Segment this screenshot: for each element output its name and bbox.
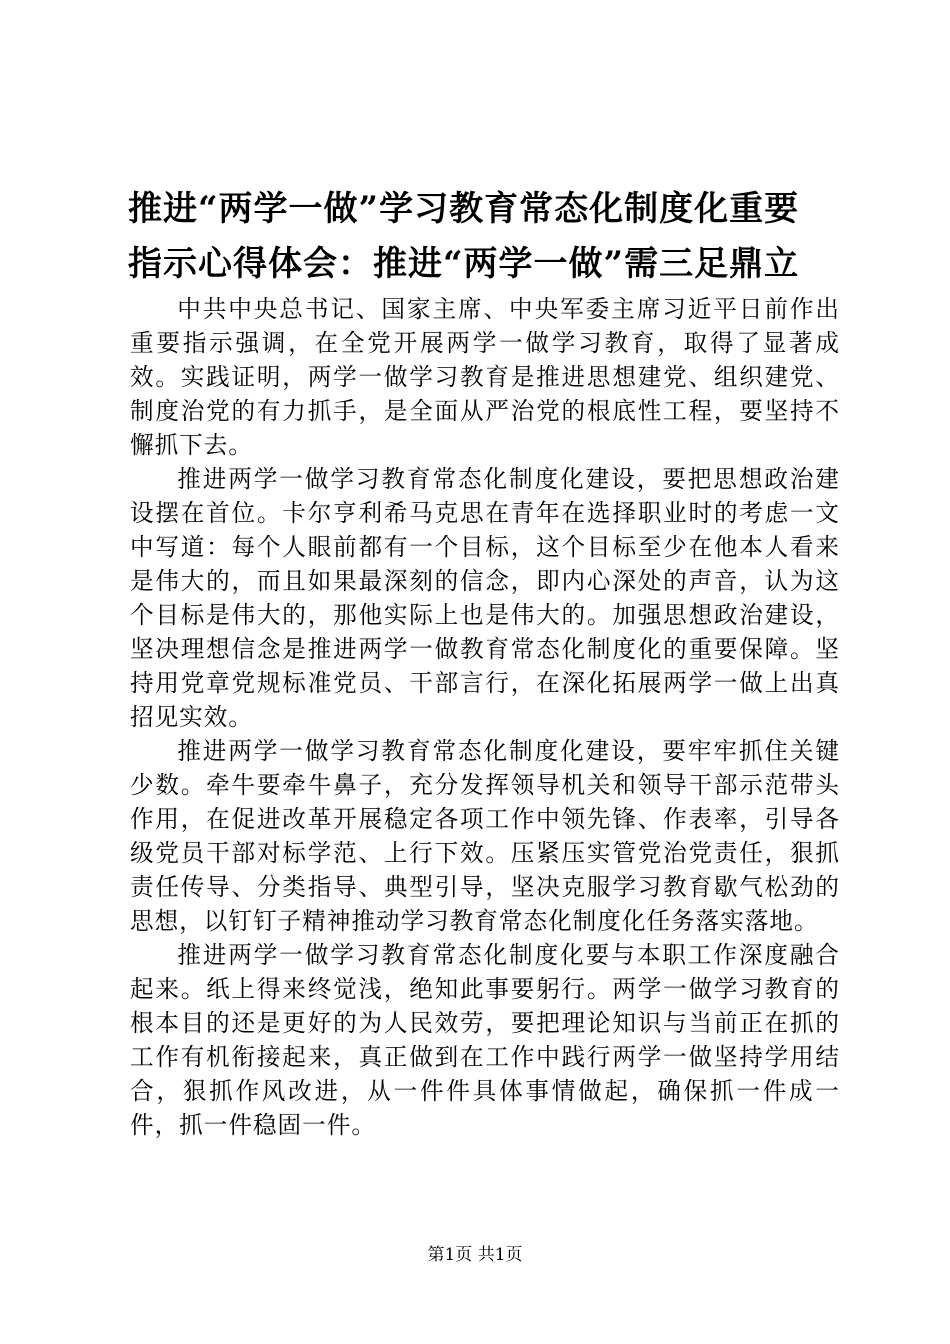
paragraph-3: 推进两学一做学习教育常态化制度化建设，要牢牢抓住关键少数。牵牛要牵牛鼻子，充分发挥领导机关和领导干部示范带头作用，在促进改革开展稳定各项工作中领先锋、作表率，引导各级党员干部对标学范、上行下效。压紧压实管党治党责任，狠抓责任传导、分类指导、典型引导，坚决克服学习教育歇气松劲的思想，以钉钉子精神推动学习教育常态化制度化任务落实落地。 (130, 737, 840, 935)
page-footer: 第1页 共1页 (427, 1245, 523, 1265)
paragraph-1: 中共中央总书记、国家主席、中央军委主席习近平日前作出重要指示强调，在全党开展两学一做学习教育，取得了显著成效。实践证明，两学一做学习教育是推进思想建党、组织建党、制度治党的有力抓手，是全面从严治党的根底性工程，要坚持不懈抓下去。 (130, 295, 840, 459)
title-line-2: 指示心得体会：推进“两学一做”需三足鼎立 (128, 244, 800, 284)
paragraph-4: 推进两学一做学习教育常态化制度化要与本职工作深度融合起来。纸上得来终觉浅，绝知此事要躬行。两学一做学习教育的根本目的还是更好的为人民效劳，要把理论知识与当前正在抓的工作有机衔接起来，真正做到在工作中践行两学一做坚持学用结合，狠抓作风改进，从一件件具体事情做起，确保抓一件成一件，抓一件稳固一件。 (130, 941, 840, 1139)
document-title (128, 182, 848, 292)
paragraph-2: 推进两学一做学习教育常态化制度化建设，要把思想政治建设摆在首位。卡尔亨利希马克思在青年在选择职业时的考虑一文中写道：每个人眼前都有一个目标，这个目标至少在他本人看来是伟大的，而且如果最深刻的信念，即内心深处的声音，认为这个目标是伟大的，那他实际上也是伟大的。加强思想政治建设，坚决理想信念是推进两学一做教育常态化制度化的重要保障。坚持用党章党规标准党员、干部言行，在深化拓展两学一做上出真招见实效。 (130, 465, 840, 731)
document-body (130, 292, 840, 1142)
title-line-1: 推进“两学一做”学习教育常态化制度化重要 (128, 189, 800, 229)
